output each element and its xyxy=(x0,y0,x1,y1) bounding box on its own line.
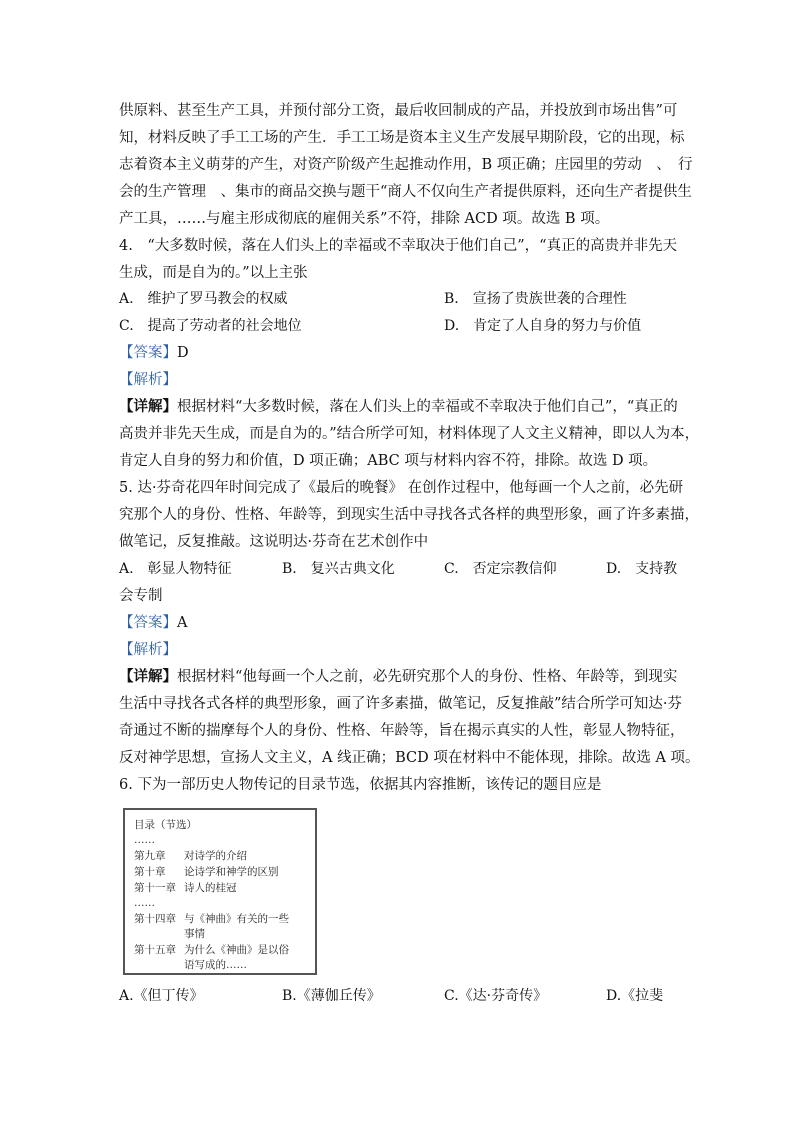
toc-chapter-11 xyxy=(134,881,237,895)
detail-label: 【详解】 xyxy=(119,668,177,685)
toc-title: 目录（节选） xyxy=(134,819,197,831)
toc-ellipsis: …… xyxy=(134,834,155,846)
chapter-number: 第十章 xyxy=(134,866,166,878)
q6-option-b: B.《薄伽丘传》 xyxy=(282,988,381,1004)
chapter-number: 第十四章 xyxy=(134,913,176,925)
toc-chapter-14 xyxy=(134,912,289,926)
answer-value: A xyxy=(177,615,188,631)
q5-detail-line: 反对神学思想，宣扬人文主义，A 线正确；BCD 项在材料中不能体现，排除。故选 A 项。 xyxy=(119,750,700,766)
q4-detail-line xyxy=(119,397,678,417)
q4-option-b: B. 宣扬了贵族世袭的合理性 xyxy=(444,291,627,307)
chapter-title: 为什么《神曲》是以俗 xyxy=(184,944,289,956)
chapter-title: 与《神曲》有关的一些 xyxy=(184,913,289,925)
chapter-title: 语写成的…… xyxy=(184,959,247,971)
answer-label: 【答案】 xyxy=(119,345,177,361)
q4-detail-line: 高贵并非先天生成，而是自为的。”结合所学可知，材料体现了人文主义精神，即以人为本， xyxy=(119,426,700,442)
q4-answer xyxy=(119,343,189,363)
q6-option-c: C.《达·芬奇传》 xyxy=(444,988,548,1004)
toc-chapter-14-cont xyxy=(134,927,205,941)
question-5-stem: 究那个人的身份、性格、年龄等，到现实生活中寻找各式各样的典型形象，画了许多素描， xyxy=(119,507,699,523)
answer-value: D xyxy=(177,345,189,361)
question-6-stem: 6. 下为一部历史人物传记的目录节选，依据其内容推断，该传记的题目应是 xyxy=(119,777,602,793)
q5-detail-line xyxy=(119,667,677,687)
chapter-title: 对诗学的介绍 xyxy=(184,850,247,862)
q5-detail-line: 奇通过不断的揣摩每个人的身份、性格、年龄等，旨在揭示真实的人性，彰显人物特征， xyxy=(119,723,685,739)
detail-text: 根据材料“他每画一个人之前，必先研究那个人的身份、性格、年龄等，到现实 xyxy=(177,669,678,685)
q4-option-a: A. 维护了罗马教会的权威 xyxy=(119,291,288,307)
paragraph-line: 供原料、甚至生产工具，并预付部分工资，最后收回制成的产品，并投放到市场出售”可 xyxy=(119,103,678,119)
toc-chapter-15 xyxy=(134,943,289,957)
q6-option-a: A.《但丁传》 xyxy=(119,988,204,1004)
paragraph-line: 产工具，……与雇主形成彻底的雇佣关系”不符，排除 ACD 项。故选 B 项。 xyxy=(119,211,610,227)
chapter-title: 事情 xyxy=(184,928,205,940)
question-4-stem: 生成，而是自为的。”以上主张 xyxy=(119,265,308,281)
toc-chapter-10 xyxy=(134,865,279,879)
table-of-contents-figure xyxy=(123,808,317,975)
q5-answer xyxy=(119,613,187,633)
q5-detail-line: 生活中寻找各式各样的典型形象，画了许多素描，做笔记，反复推敲”结合所学可知达·芬 xyxy=(119,696,683,712)
toc-chapter-15-cont xyxy=(134,958,247,972)
chapter-number: 第十五章 xyxy=(134,944,176,956)
toc-chapter-9 xyxy=(134,849,247,863)
q5-option-a: A. 彰显人物特征 xyxy=(119,561,232,577)
paragraph-line: 知，材料反映了手工工场的产生．手工工场是资本主义生产发展早期阶段，它的出现，标 xyxy=(119,130,685,146)
chapter-number: 第九章 xyxy=(134,850,166,862)
question-4-stem: 4. “大多数时候，落在人们头上的幸福或不幸取决于他们自己”，“真正的高贵并非先天 xyxy=(119,238,678,254)
q6-option-d: D.《拉斐 xyxy=(606,988,664,1004)
chapter-title: 论诗学和神学的区别 xyxy=(184,866,279,878)
paragraph-line: 会的生产管理 、集市的商品交换与题干“商人不仅向生产者提供原料，还向生产者提供生 xyxy=(119,184,692,200)
q5-option-b: B. 复兴古典文化 xyxy=(282,561,395,577)
q5-option-d-continued: 会专制 xyxy=(119,588,163,604)
q5-option-c: C. 否定宗教信仰 xyxy=(444,561,557,577)
toc-ellipsis: …… xyxy=(134,897,155,909)
chapter-number: 第十一章 xyxy=(134,882,176,894)
q4-option-d: D. 肯定了人自身的努力与价值 xyxy=(444,318,642,334)
detail-label: 【详解】 xyxy=(119,398,177,415)
q5-analysis-label: 【解析】 xyxy=(119,642,177,658)
q4-option-c: C. 提高了劳动者的社会地位 xyxy=(119,318,302,334)
question-5-stem: 5. 达·芬奇花四年时间完成了《最后的晚餐》 在创作过程中，他每画一个人之前，必先研 xyxy=(119,480,684,496)
chapter-title: 诗人的桂冠 xyxy=(184,882,237,894)
detail-text: 根据材料“大多数时候，落在人们头上的幸福或不幸取决于他们自己”，“真正的 xyxy=(177,399,678,415)
answer-label: 【答案】 xyxy=(119,615,177,631)
question-5-stem: 做笔记，反复推敲。这说明达·芬奇在艺术创作中 xyxy=(119,534,429,550)
q5-option-d: D. 支持教 xyxy=(606,561,678,577)
paragraph-line: 志着资本主义萌芽的产生，对资产阶级产生起推动作用，B 项正确；庄园里的劳动 、 行 xyxy=(119,157,693,173)
q4-analysis-label: 【解析】 xyxy=(119,372,177,388)
q4-detail-line: 肯定人自身的努力和价值，D 项正确；ABC 项与材料内容不符，排除。故选 D 项。 xyxy=(119,453,658,469)
